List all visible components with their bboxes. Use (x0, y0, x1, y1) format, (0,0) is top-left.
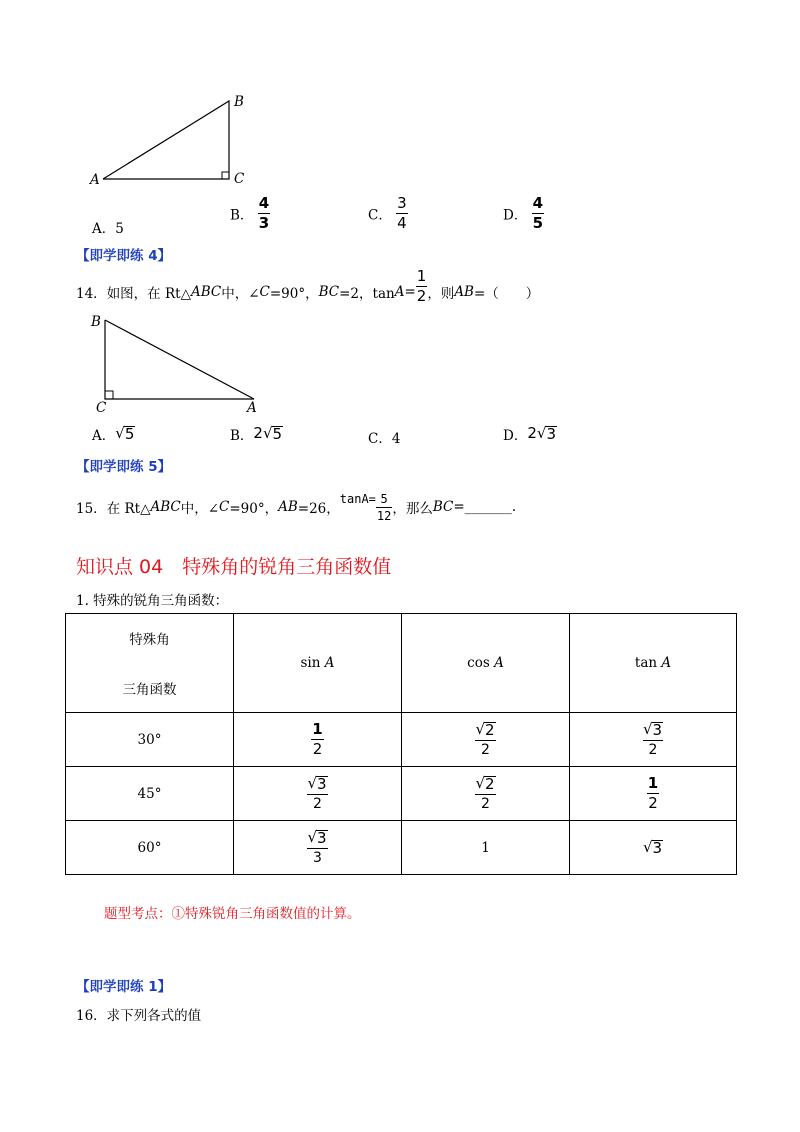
coefficient: 2 (253, 424, 263, 442)
stem-text: 如图，在 Rt△ (106, 286, 191, 302)
stem-text: 中，∠ (180, 501, 220, 517)
section-title: 知识点 04 特殊角的锐角三角函数值 (76, 556, 392, 578)
radicand: 3 (317, 829, 327, 847)
fraction-denominator: 2 (648, 742, 658, 758)
option-label: C． (368, 207, 392, 224)
triangle-1-outline (103, 101, 229, 179)
fraction-numerator: 1 (312, 720, 323, 738)
fraction-denominator: 2 (481, 742, 490, 758)
tan-value-cell (570, 713, 737, 767)
question-15-stem (76, 484, 516, 530)
fraction-numerator: 3 (397, 194, 407, 212)
radicand: 3 (652, 721, 663, 739)
fraction-denominator: 4 (397, 214, 407, 232)
fraction-denominator: 2 (648, 794, 658, 812)
fraction-denominator: 3 (258, 214, 270, 232)
stem-text: =90°， (269, 286, 319, 302)
fraction-denominator: 2 (313, 796, 322, 812)
table-row (66, 767, 737, 821)
stem-text: =_______. (453, 499, 517, 515)
triangle-figure-2 (95, 310, 270, 410)
value-fraction (307, 776, 327, 811)
sqrt-expression: 2 √ 5 (253, 424, 283, 443)
stem-fraction (416, 266, 428, 305)
q14-option-c (368, 427, 400, 447)
fraction-denominator: 5 (532, 214, 544, 232)
radicand: 2 (485, 721, 495, 739)
radicand: 2 (485, 775, 495, 793)
value-fraction (307, 830, 327, 865)
radicand: 3 (317, 775, 327, 793)
angle-var: A (394, 284, 405, 300)
fraction-denominator: 12 (376, 508, 392, 523)
practice-heading-1: 【即学即练 1】 (76, 979, 172, 995)
option-value: 5 (115, 221, 124, 237)
figure2-label-c: C (96, 400, 107, 416)
q13-option-a (92, 217, 124, 237)
fraction-numerator: 5 (380, 491, 388, 506)
side-name: AB (454, 284, 474, 300)
side-name: AB (278, 499, 298, 515)
stem-text: ，则 (427, 286, 455, 302)
corner-bottom-label: 三角函数 (122, 682, 177, 698)
stem-text: =26， (297, 501, 340, 517)
fraction-numerator: 1 (647, 774, 659, 792)
value-fraction (475, 722, 495, 757)
table-row (66, 821, 737, 875)
tan-value-cell (570, 821, 737, 875)
figure1-label-c: C (234, 171, 245, 187)
table-row (66, 713, 737, 767)
triangle-figure-1 (85, 90, 255, 190)
option-label: A． (92, 221, 116, 237)
cos-value-cell (402, 713, 570, 767)
fraction-denominator: 2 (416, 286, 427, 305)
question-14-stem (76, 266, 540, 312)
radicand: 5 (272, 425, 283, 443)
stem-text: =2，tan (339, 286, 395, 302)
header-tan (570, 614, 737, 713)
option-fraction (396, 196, 408, 231)
sqrt-expression: √ 3 (307, 774, 327, 793)
corner-top-label: 特殊角 (129, 632, 170, 648)
tan-label: tanA= (339, 492, 376, 506)
option-label: D． (503, 207, 528, 224)
angle-cell: 60° (66, 821, 234, 875)
fraction-denominator: 2 (481, 796, 490, 812)
fraction-denominator: 2 (312, 740, 323, 758)
option-value: 4 (391, 431, 401, 447)
right-angle-mark-2 (105, 391, 113, 399)
equals-sign: = (404, 284, 416, 300)
stem-text: 中，∠ (221, 286, 260, 302)
fraction-numerator: 1 (416, 266, 427, 285)
sqrt-expression: √ 2 (475, 774, 495, 793)
table-corner-cell (66, 614, 234, 713)
q13-option-b (230, 196, 270, 231)
question-number: 14． (76, 286, 107, 302)
fraction-numerator: 4 (532, 194, 544, 212)
sin-value-cell (234, 767, 402, 821)
angle-var: A (661, 655, 672, 671)
list-item-1: 1. 特殊的锐角三角函数： (76, 593, 229, 609)
side-name: BC (432, 499, 454, 515)
figure1-label-b: B (234, 94, 244, 110)
value-fraction (475, 776, 495, 811)
stem-text: =90°， (229, 501, 279, 517)
value-fraction (311, 722, 323, 757)
header-sin (234, 614, 402, 713)
sin-value-cell (234, 821, 402, 875)
function-name: tan (634, 655, 658, 671)
function-name: sin (300, 655, 321, 671)
practice-heading-5: 【即学即练 5】 (76, 459, 172, 475)
angle-var: C (219, 499, 230, 515)
cos-value-cell: 1 (402, 821, 570, 875)
figure2-label-a: A (247, 400, 257, 416)
coefficient: 2 (527, 424, 537, 442)
question-type-note: 题型考点：①特殊锐角三角函数值的计算。 (104, 906, 361, 922)
sqrt-expression: √ 5 (115, 424, 135, 443)
angle-cell: 30° (66, 713, 234, 767)
sqrt-expression: √ 3 (307, 828, 327, 847)
q13-option-d (503, 196, 544, 231)
question-16-stem: 16．求下列各式的值 (76, 1008, 202, 1024)
right-angle-mark-1 (222, 172, 229, 179)
radicand: 3 (546, 425, 556, 443)
triangle-name: ABC (190, 284, 222, 300)
sqrt-expression: 2 √ 3 (527, 424, 556, 443)
side-name: BC (318, 284, 340, 300)
stem-text: 在 Rt△ (106, 501, 151, 517)
special-angles-table (65, 613, 737, 875)
value-fraction (643, 722, 663, 757)
option-label: C． (368, 431, 392, 447)
angle-var: A (494, 655, 504, 671)
q14-option-a (92, 424, 135, 444)
fraction-numerator: 4 (258, 194, 270, 212)
q13-option-c (368, 196, 408, 231)
figure2-label-b: B (91, 314, 101, 330)
triangle-name: ABC (150, 499, 181, 515)
radicand: 3 (652, 838, 663, 857)
triangle-2-outline (105, 320, 254, 399)
tan-value-cell (570, 767, 737, 821)
table-header-row (66, 614, 737, 713)
option-label: A． (92, 428, 116, 444)
option-fraction (532, 196, 544, 231)
figure1-label-a: A (90, 172, 100, 188)
function-name: cos (467, 655, 490, 671)
cos-value-cell (402, 767, 570, 821)
q14-option-b (230, 424, 283, 444)
sqrt-expression: √ 3 (642, 720, 663, 739)
stem-text: ，那么 (392, 501, 433, 517)
sqrt-expression: √ 2 (475, 720, 495, 739)
sin-value-cell (234, 713, 402, 767)
sqrt-expression: √ 3 (642, 837, 663, 857)
practice-heading-4: 【即学即练 4】 (76, 248, 172, 264)
option-fraction (258, 196, 270, 231)
stem-fraction (376, 493, 392, 522)
angle-cell: 45° (66, 767, 234, 821)
q14-option-d (503, 424, 557, 444)
radicand: 5 (124, 425, 135, 443)
value-fraction (647, 776, 659, 811)
header-cos (402, 614, 570, 713)
angle-var: C (259, 284, 270, 300)
fraction-denominator: 3 (313, 850, 322, 866)
option-label: D． (503, 428, 528, 444)
option-label: B． (230, 207, 254, 224)
stem-text: =（ ） (473, 286, 540, 302)
angle-var: A (324, 655, 335, 671)
option-label: B． (230, 428, 254, 444)
question-number: 15． (76, 501, 107, 517)
